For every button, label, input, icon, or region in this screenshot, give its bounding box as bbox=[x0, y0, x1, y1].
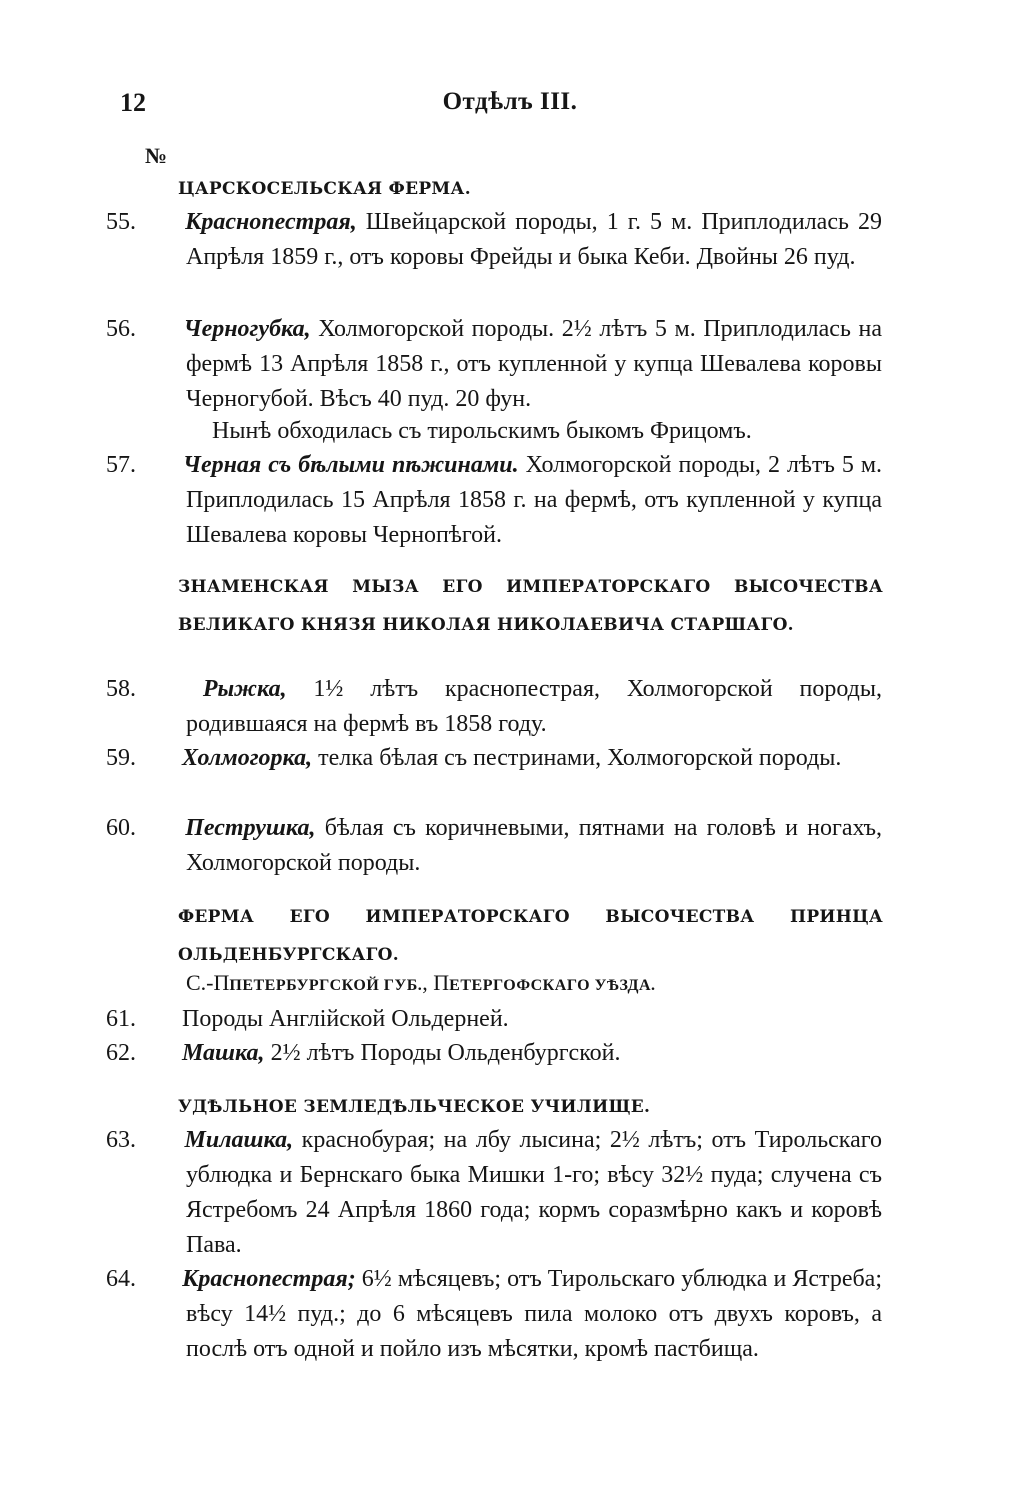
entry-59 bbox=[106, 741, 882, 776]
entry-57 bbox=[106, 448, 883, 553]
section-heading-udelnoe-school: УДѢЛЬНОЕ ЗЕМЛЕДѢЛЬЧЕСКОЕ УЧИЛИЩЕ. bbox=[178, 1097, 651, 1117]
entry-text: 1½ лѣтъ краснопестрая, Холмогорской породы, родившаяся на фермѣ въ 1858 году. bbox=[186, 676, 883, 737]
entry-64 bbox=[106, 1262, 882, 1367]
entry-56 bbox=[106, 312, 883, 417]
section-heading-znamenskaya: ЗНАМЕНСКАЯ МЫЗА ЕГО ИМПЕРАТОРСКАГО ВЫСОЧЕСТВА ВЕЛИКАГО КНЯЗЯ НИКОЛАЯ НИКОЛАЕВИЧА СТАРШАГО. bbox=[178, 577, 883, 635]
section-heading-oldenburg-farm: ФЕРМА ЕГО ИМПЕРАТОРСКАГО ВЫСОЧЕСТВА ПРИНЦА ОЛЬДЕНБУРГСКАГО. bbox=[178, 907, 883, 965]
cow-name: Холмогорка, bbox=[182, 745, 313, 771]
entry-text: телка бѣлая съ пестринами, Холмогорской породы. bbox=[312, 745, 842, 771]
entry-text: Холмогорской породы. 2½ лѣтъ 5 м. Приплодилась на фермѣ 13 Апрѣля 1858 г., отъ купленной у купца Шевалева коровы Черногубой. Вѣсъ 40 пуд. 20 фун. bbox=[186, 316, 883, 412]
cow-name: Милашка, bbox=[184, 1127, 294, 1153]
entry-60 bbox=[106, 811, 883, 881]
entry-number: 63. bbox=[106, 1127, 136, 1153]
entry-number: 64. bbox=[106, 1266, 136, 1292]
location-subheading: С.-ППЕТЕРБУРГСКОЙ ГУБ., ПЕТЕРГОФСКАГО УѢЗДА. bbox=[186, 970, 656, 995]
entry-text: Швейцарской породы, 1 г. 5 м. Приплодилась 29 Апрѣля 1859 г., отъ коровы Фрейды и быка Кеби. Двойны 26 пуд. bbox=[186, 209, 883, 270]
entry-text: краснобурая; на лбу лысина; 2½ лѣтъ; отъ Тирольскаго ублюдка и Бернскаго быка Мишки 1-го; вѣсу 32½ пуда; случена съ Ястребомъ 24 Апрѣля 1860 года; кормъ соразмѣрно какъ и коровѣ Пава. bbox=[186, 1127, 882, 1258]
entry-number: 58. bbox=[106, 676, 136, 702]
cow-name: Рыжка, bbox=[202, 676, 287, 702]
entry-number: 62. bbox=[106, 1040, 136, 1066]
entry-number: 56. bbox=[106, 316, 136, 342]
entry-number: 55. bbox=[106, 209, 136, 235]
cow-name: Краснопестрая, bbox=[185, 209, 357, 235]
entry-55 bbox=[106, 205, 883, 275]
entry-text: Породы Англійской Ольдерней. bbox=[182, 1006, 509, 1032]
entry-63 bbox=[106, 1123, 882, 1263]
entry-number: 60. bbox=[106, 815, 136, 841]
entry-62 bbox=[106, 1036, 882, 1071]
cow-name: Машка, bbox=[182, 1040, 265, 1066]
running-title: Отдѣлъ III. bbox=[442, 88, 578, 115]
entry-text: 2½ лѣтъ Породы Ольденбургской. bbox=[264, 1040, 621, 1066]
entry-note: Нынѣ обходилась съ тирольскимъ быкомъ Фрицомъ. bbox=[212, 418, 752, 444]
entry-61 bbox=[106, 1002, 882, 1037]
entry-58 bbox=[106, 672, 883, 742]
cow-name: Черная съ бѣлыми пѣжинами. bbox=[183, 452, 519, 478]
entry-text: бѣлая съ коричневыми, пятнами на головѣ и ногахъ, Холмогорской породы. bbox=[186, 815, 883, 876]
running-head bbox=[120, 88, 900, 122]
cow-name: Черногубка, bbox=[183, 316, 311, 342]
entry-text: 6½ мѣсяцевъ; отъ Тирольскаго ублюдка и Ястреба; вѣсу 14½ пуд.; до 6 мѣсяцевъ пила молоко отъ двухъ коровъ, а послѣ отъ одной и пойло изъ мѣсятки, кромѣ пастбища. bbox=[186, 1266, 882, 1362]
entry-number: 61. bbox=[106, 1006, 136, 1032]
cow-name: Краснопестрая; bbox=[182, 1266, 356, 1292]
number-sign: № bbox=[145, 143, 168, 168]
entry-text: Холмогорской породы, 2 лѣтъ 5 м. Приплодилась 15 Апрѣля 1858 г. на фермѣ, отъ купленной у купца Шевалева коровы Чернопѣгой. bbox=[186, 452, 883, 548]
cow-name: Пеструшка, bbox=[185, 815, 316, 841]
entry-number: 57. bbox=[106, 452, 136, 478]
entry-number: 59. bbox=[106, 745, 136, 771]
section-heading-tsarskoye-selo: ЦАРСКОСЕЛЬСКАЯ ФЕРМА. bbox=[178, 179, 471, 199]
page-number: 12 bbox=[120, 88, 146, 117]
